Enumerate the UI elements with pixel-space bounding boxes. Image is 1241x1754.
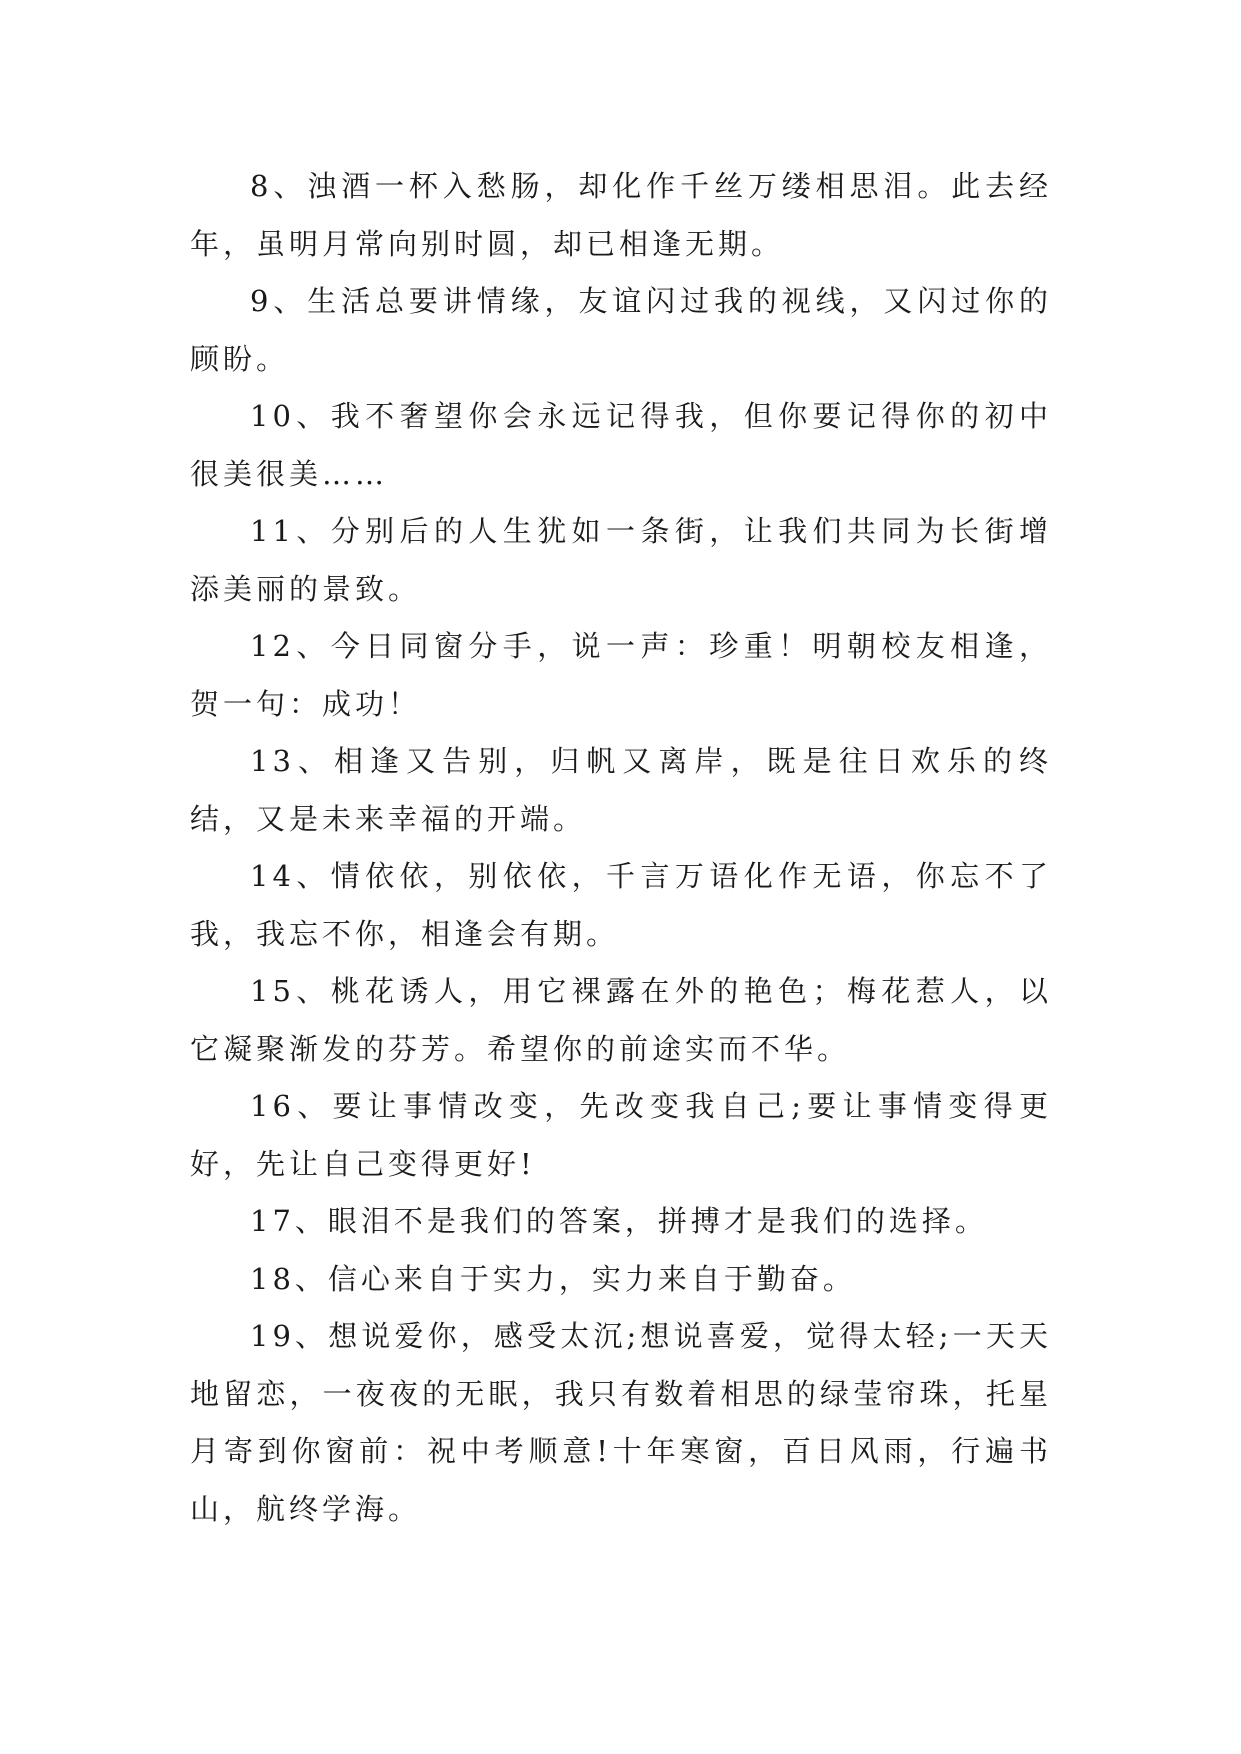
document-body (190, 158, 1052, 1538)
paragraph-10: 10、我不奢望你会永远记得我，但你要记得你的初中很美很美…… (190, 399, 1052, 491)
paragraph-18: 18、信心来自于实力，实力来自于勤奋。 (250, 1261, 856, 1296)
paragraph-11: 11、分别后的人生犹如一条街，让我们共同为长街增添美丽的景致。 (190, 514, 1052, 606)
paragraph-12: 12、今日同窗分手，说一声：珍重！明朝校友相逢，贺一句：成功！ (190, 629, 1052, 721)
paragraph-9: 9、生活总要讲情缘，友谊闪过我的视线，又闪过你的顾盼。 (190, 284, 1052, 376)
paragraph-13: 13、相逢又告别，归帆又离岸，既是往日欢乐的终结，又是未来幸福的开端。 (190, 744, 1052, 836)
paragraph-14: 14、情依依，别依依，千言万语化作无语，你忘不了我，我忘不你，相逢会有期。 (190, 859, 1052, 951)
paragraph-17: 17、眼泪不是我们的答案，拼搏才是我们的选择。 (250, 1204, 988, 1238)
paragraph-16: 16、要让事情改变，先改变我自己;要让事情变得更好，先让自己变得更好! (190, 1089, 1052, 1181)
paragraph-19: 19、想说爱你，感受太沉;想说喜爱，觉得太轻;一天天地留恋，一夜夜的无眠，我只有数着相思的绿莹帘珠，托星月寄到你窗前：祝中考顺意!十年寒窗，百日风雨，行遍书山，航终学海。 (190, 1319, 1052, 1526)
paragraph-8: 8、浊酒一杯入愁肠，却化作千丝万缕相思泪。此去经年，虽明月常向别时圆，却已相逢无期。 (190, 169, 1052, 261)
paragraph-15: 15、桃花诱人，用它裸露在外的艳色；梅花惹人，以它凝聚渐发的芬芳。希望你的前途实而不华。 (190, 974, 1052, 1066)
